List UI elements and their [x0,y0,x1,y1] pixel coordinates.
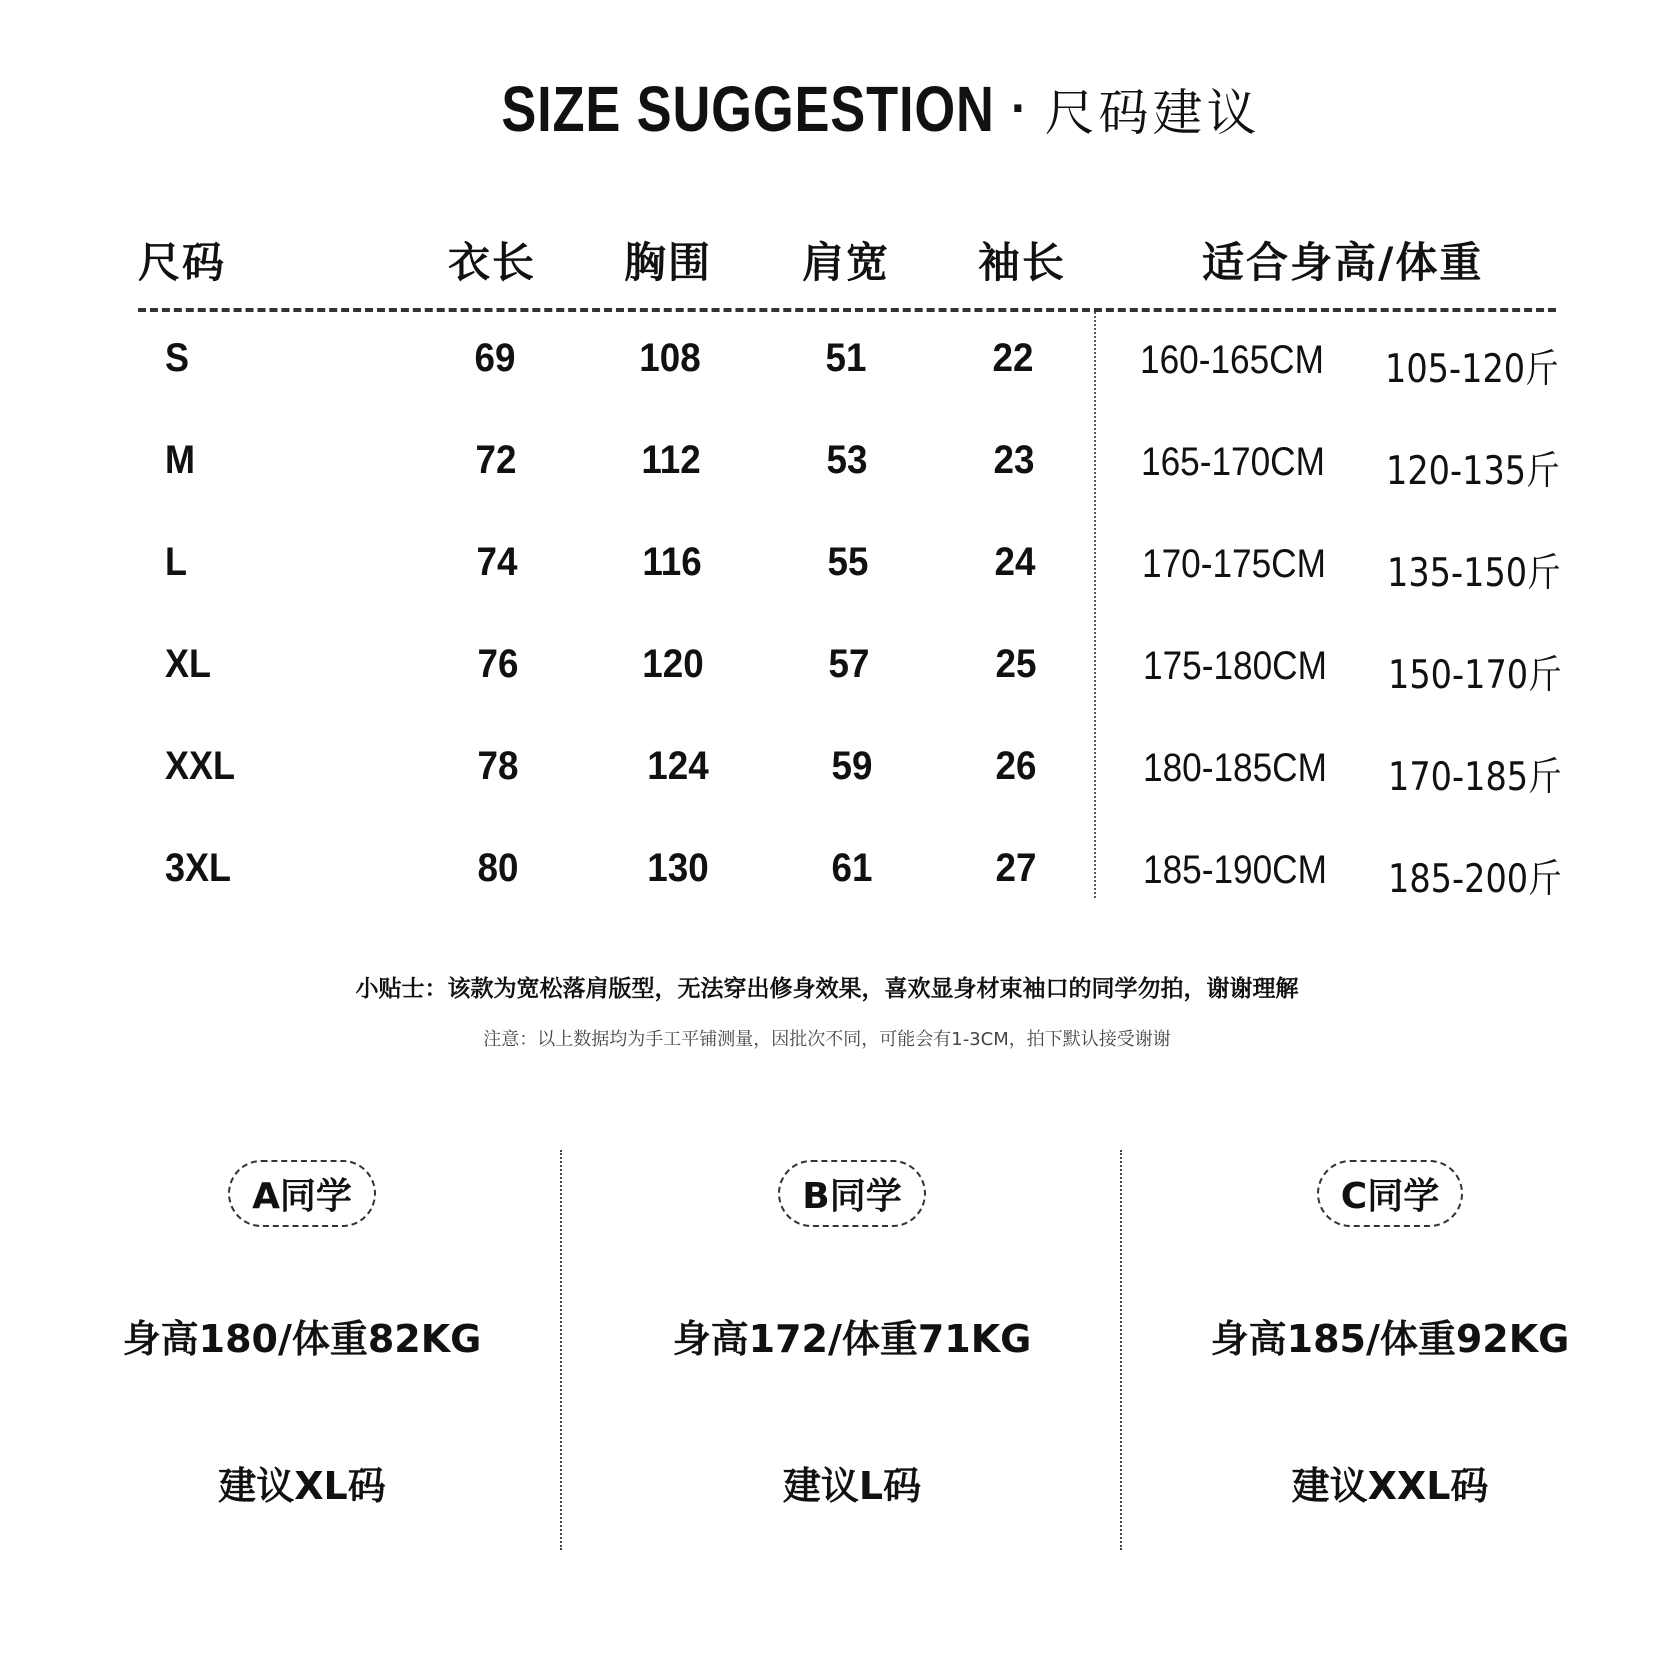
example-recommendation: 建议XL码 [218,1464,386,1508]
cell-shoulder: 61 [831,846,873,890]
table-row [0,540,1654,620]
cell-length: 76 [477,642,519,686]
cell-size: S [165,336,190,380]
header-chest: 胸围 [624,238,713,287]
cell-chest: 124 [647,744,709,788]
example-recommendation: 建议L码 [782,1464,922,1508]
cell-height: 165-170CM [1141,440,1325,484]
cell-shoulder: 55 [827,540,869,584]
header-fit: 适合身高/体重 [1202,238,1484,287]
cell-height: 160-165CM [1140,338,1324,382]
example-label: A同学 [228,1160,376,1227]
header-size: 尺码 [138,238,227,287]
example-c [1140,1160,1640,1227]
example-divider [1120,1150,1122,1550]
cell-length: 69 [474,336,516,380]
cell-size: XXL [165,744,236,788]
page-title [0,72,1654,146]
cell-weight: 150-170斤 [1388,653,1562,698]
cell-chest: 112 [641,438,701,482]
cell-size: 3XL [165,846,232,890]
cell-height: 170-175CM [1142,542,1326,586]
cell-length: 74 [476,540,518,584]
table-row [0,846,1654,926]
cell-weight: 120-135斤 [1386,449,1560,494]
cell-sleeve: 27 [995,846,1037,890]
title-english: SIZE SUGGESTION [501,73,996,145]
table-row [0,336,1654,416]
cell-weight: 135-150斤 [1387,551,1561,596]
cell-size: XL [165,642,212,686]
cell-chest: 108 [639,336,701,380]
cell-sleeve: 25 [995,642,1037,686]
cell-size: L [165,540,187,584]
cell-height: 180-185CM [1143,746,1327,790]
measurement-note: 注意：以上数据均为手工平铺测量，因批次不同，可能会有1-3CM，拍下默认接受谢谢 [483,1029,1171,1050]
example-b [602,1160,1102,1227]
cell-shoulder: 51 [825,336,867,380]
cell-length: 78 [477,744,519,788]
example-stats: 身高185/体重92KG [1210,1317,1570,1361]
table-row [0,438,1654,518]
example-divider [560,1150,562,1550]
title-separator: · [1010,86,1026,132]
cell-shoulder: 59 [831,744,873,788]
example-stats: 身高180/体重82KG [122,1317,482,1361]
example-label: C同学 [1317,1160,1463,1227]
cell-shoulder: 57 [828,642,870,686]
header-length: 衣长 [448,238,537,287]
cell-length: 80 [477,846,519,890]
cell-chest: 116 [642,540,702,584]
example-recommendation: 建议XXL码 [1291,1464,1489,1508]
cell-chest: 130 [647,846,709,890]
cell-weight: 105-120斤 [1385,347,1559,392]
title-chinese: 尺码建议 [1044,84,1261,142]
table-row [0,744,1654,824]
cell-weight: 185-200斤 [1388,857,1562,902]
header-sleeve: 袖长 [978,238,1067,287]
cell-chest: 120 [642,642,704,686]
example-a [52,1160,552,1227]
cell-size: M [165,438,195,482]
example-label: B同学 [778,1160,925,1227]
table-row [0,642,1654,722]
cell-length: 72 [475,438,517,482]
cell-height: 185-190CM [1143,848,1327,892]
cell-height: 175-180CM [1143,644,1327,688]
header-divider [138,308,1556,312]
cell-sleeve: 23 [993,438,1035,482]
tip-text: 小贴士：该款为宽松落肩版型，无法穿出修身效果，喜欢显身材束袖口的同学勿拍，谢谢理解 [355,976,1299,1002]
example-stats: 身高172/体重71KG [672,1317,1032,1361]
cell-sleeve: 26 [995,744,1037,788]
cell-sleeve: 22 [992,336,1034,380]
header-shoulder: 肩宽 [802,238,891,287]
cell-sleeve: 24 [994,540,1036,584]
cell-weight: 170-185斤 [1388,755,1562,800]
cell-shoulder: 53 [826,438,868,482]
